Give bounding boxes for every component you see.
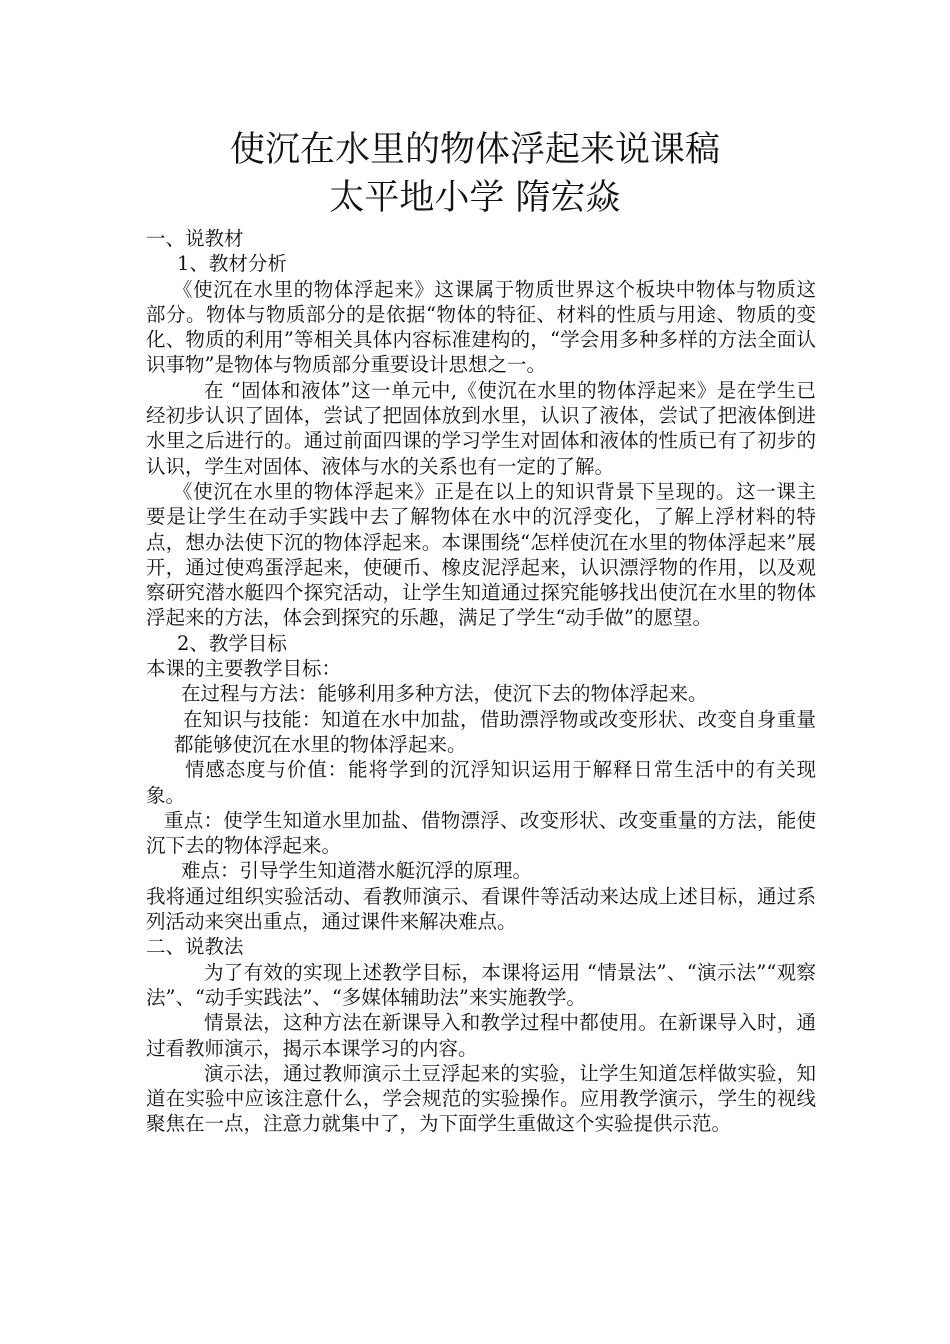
paragraph-scenario-method: 情景法，这种方法在新课导入和教学过程中都使用。在新课导入时，通过看教师演示，揭示本课学习的内容。 — [146, 1011, 816, 1060]
document-subtitle: 太平地小学 隋宏焱 — [329, 178, 621, 218]
subheading-teaching-goals: 2、教学目标 — [177, 631, 287, 655]
paragraph-main-goals: 本课的主要教学目标： — [146, 657, 342, 681]
paragraph-unit-context: 在 “固体和液体”这一单元中,《使沉在水里的物体浮起来》是在学生已经初步认识了固体，尝试了把固体放到水里，认识了液体，尝试了把液体倒进水里之后进行的。通过前面四课的学习学生对固体和液体的性质已有了初步的认识，学生对固体、液体与水的关系也有一定的了解。 — [146, 378, 816, 478]
section-heading-teaching-material: 一、说教材 — [146, 227, 244, 250]
document-title: 使沉在水里的物体浮起来说课稿 — [229, 130, 720, 170]
paragraph-achieve-goals: 我将通过组织实验活动、看教师演示、看课件等活动来达成上述目标，通过系列活动来突出重点，通过课件来解决难点。 — [146, 884, 816, 934]
paragraph-difficulty: 难点：引导学生知道潜水艇沉浮的原理。 — [181, 859, 533, 883]
goal-knowledge-skill: 在知识与技能：知道在水中加盐，借助漂浮物或改变形状、改变自身重量都能够使沉在水里的物体浮起来。 — [174, 707, 816, 756]
paragraph-lesson-overview: 《使沉在水里的物体浮起来》正是在以上的知识背景下呈现的。这一课主要是让学生在动手实践中去了解物体在水中的沉浮变化，了解上浮材料的特点，想办法使下沉的物体浮起来。本课围绕“怎样使沉在水里的物体浮起来”展开，通过使鸡蛋浮起来，使硬币、橡皮泥浮起来，认识漂浮物的作用，以及观察研究潜水艇四个探究活动，让学生知道通过探究能够找出使沉在水里的物体浮起来的方法，体会到探究的乐趣，满足了学生“动手做”的愿望。 — [146, 479, 816, 630]
goal-process-method: 在过程与方法：能够利用多种方法，使沉下去的物体浮起来。 — [181, 682, 708, 706]
paragraph-methods-overview: 为了有效的实现上述教学目标，本课将运用 “情景法”、“演示法”“观察法”、“动手实践法”、“多媒体辅助法”来实施教学。 — [146, 960, 816, 1009]
paragraph-material-analysis: 《使沉在水里的物体浮起来》这课属于物质世界这个板块中物体与物质这部分。物体与物质部分的是依据“物体的特征、材料的性质与用途、物质的变化、物质的利用”等相关具体内容标准建构的，“学会用多种多样的方法全面认识事物”是物体与物质部分重要设计思想之一。 — [146, 277, 816, 377]
paragraph-key-point: 重点：使学生知道水里加盐、借物漂浮、改变形状、改变重量的方法，能使沉下去的物体浮起来。 — [146, 808, 816, 858]
section-heading-teaching-method: 二、说教法 — [146, 935, 244, 959]
document-body — [146, 226, 816, 1137]
goal-emotion-value: 情感态度与价值：能将学到的沉浮知识运用于解释日常生活中的有关现象。 — [146, 758, 816, 807]
paragraph-demonstration-method: 演示法，通过教师演示土豆浮起来的实验，让学生知道怎样做实验，知道在实验中应该注意什么，学会规范的实验操作。应用教学演示，学生的视线聚焦在一点，注意力就集中了，为下面学生重做这个实验提供示范。 — [146, 1061, 816, 1136]
subheading-material-analysis: 1、教材分析 — [177, 252, 287, 276]
